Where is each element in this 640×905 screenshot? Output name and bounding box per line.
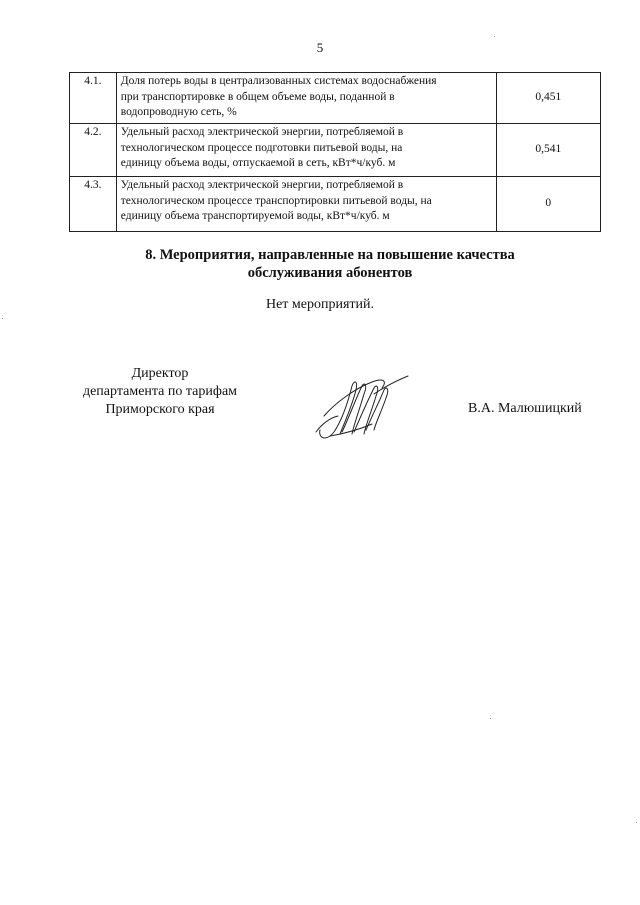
indicators-table bbox=[69, 72, 601, 232]
description-line: единицу объема воды, отпускаемой в сеть, кВт*ч/куб. м bbox=[120, 157, 396, 169]
row-description bbox=[116, 124, 496, 177]
position-line: департамента по тарифам bbox=[82, 384, 238, 399]
row-value: 0,451 bbox=[496, 73, 600, 124]
section-title-line: 8. Мероприятия, направленные на повышение качества bbox=[145, 247, 515, 263]
section-body: Нет мероприятий. bbox=[265, 297, 375, 312]
scan-speck bbox=[2, 318, 3, 319]
table-row bbox=[70, 177, 601, 232]
signer-name: В.А. Малюшицкий bbox=[468, 401, 582, 416]
description-line: единицу объема транспортируемой воды, кВт*ч/куб. м bbox=[120, 210, 390, 222]
table-row bbox=[70, 73, 601, 124]
position-line: Директор bbox=[131, 366, 189, 381]
row-description bbox=[116, 73, 496, 124]
description-line: Удельный расход электрической энергии, потребляемой в bbox=[120, 179, 404, 191]
row-value: 0,541 bbox=[496, 124, 600, 177]
signer-position bbox=[60, 365, 260, 419]
description-line: технологическом процессе подготовки питьевой воды, на bbox=[120, 141, 403, 154]
row-number: 4.2. bbox=[70, 124, 117, 177]
handwritten-signature bbox=[312, 372, 412, 442]
section-title-line: обслуживания абонентов bbox=[247, 265, 413, 281]
description-line: технологическом процессе транспортировки питьевой воды, на bbox=[120, 194, 432, 207]
row-number: 4.3. bbox=[70, 177, 117, 232]
position-line: Приморского края bbox=[105, 402, 215, 417]
row-description bbox=[116, 177, 496, 232]
row-value: 0 bbox=[496, 177, 600, 232]
page-number: 5 bbox=[316, 40, 324, 55]
description-line: Доля потерь воды в централизованных системах водоснабжения bbox=[120, 75, 437, 87]
scan-speck bbox=[494, 36, 495, 37]
table-row bbox=[70, 124, 601, 177]
description-line: Удельный расход электрической энергии, потребляемой в bbox=[120, 126, 404, 138]
section-title bbox=[110, 246, 550, 282]
scan-speck bbox=[636, 822, 637, 823]
description-line: водопроводную сеть, % bbox=[120, 106, 237, 118]
row-number: 4.1. bbox=[70, 73, 117, 124]
description-line: при транспортировке в общем объеме воды, поданной в bbox=[120, 90, 395, 103]
scan-speck bbox=[490, 718, 491, 719]
